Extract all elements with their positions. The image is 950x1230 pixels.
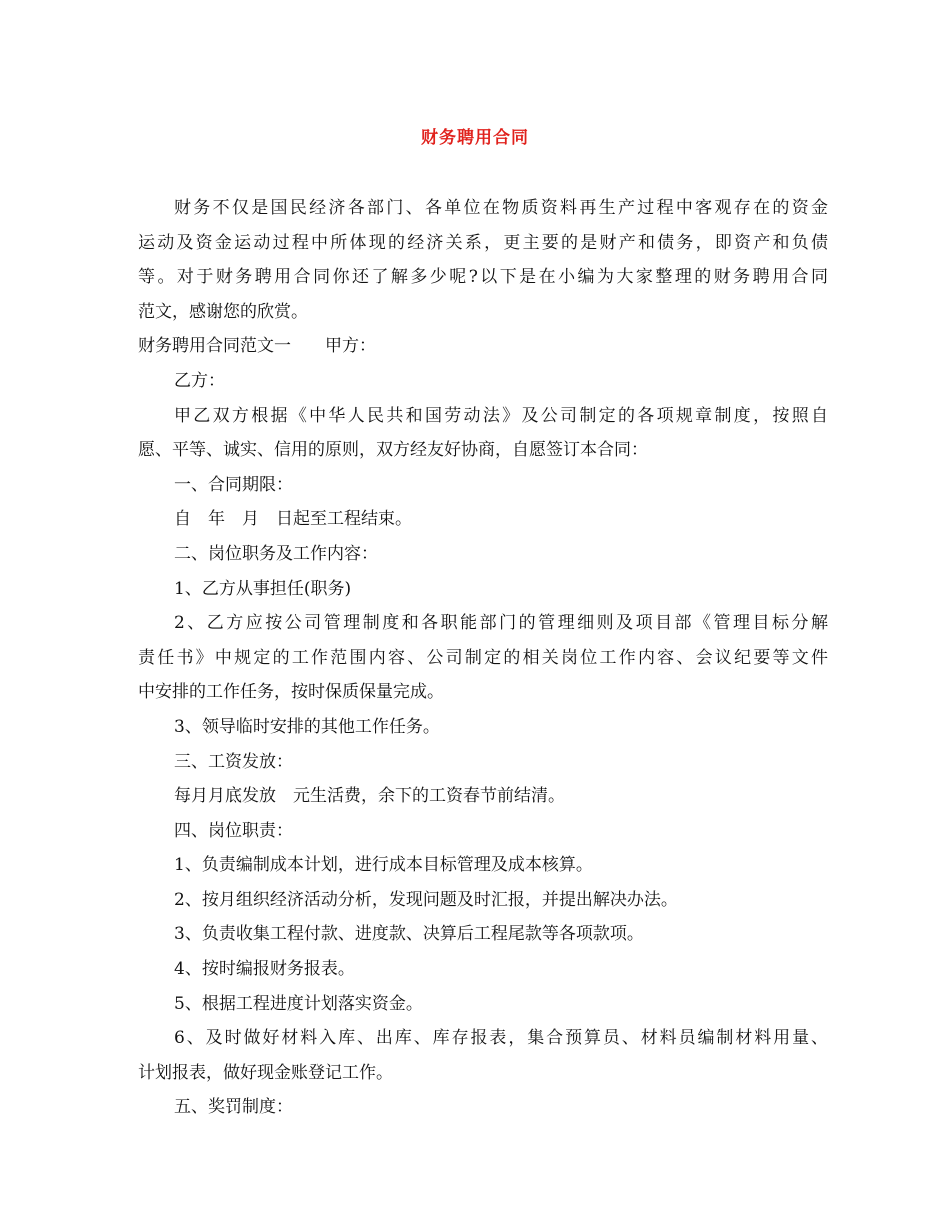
text-line: 自 年 月 日起至工程结束。 <box>174 509 412 530</box>
text-line: 财务聘用合同范文一 甲方： <box>138 336 376 357</box>
document-title: 财务聘用合同 <box>421 128 529 148</box>
text-line: 6、及时做好材料入库、出库、库存报表，集合预算员、材料员编制材料用量、 <box>174 1028 828 1049</box>
text-line: 2、乙方应按公司管理制度和各职能部门的管理细则及项目部《管理目标分解 <box>174 613 828 634</box>
text-line: 运动及资金运动过程中所体现的经济关系，更主要的是财产和债务，即资产和负债 <box>138 232 828 253</box>
text-line: 乙方： <box>174 370 225 391</box>
text-line: 4、按时编报财务报表。 <box>174 959 355 980</box>
text-line: 五、奖罚制度： <box>174 1097 293 1118</box>
text-line: 1、负责编制成本计划，进行成本目标管理及成本核算。 <box>174 855 593 876</box>
text-line: 中安排的工作任务，按时保质保量完成。 <box>138 682 444 703</box>
document-body <box>138 191 828 1125</box>
text-line: 三、工资发放： <box>174 751 293 772</box>
text-line: 一、合同期限： <box>174 474 293 495</box>
text-line: 二、岗位职务及工作内容： <box>174 543 378 564</box>
text-line: 1、乙方从事担任(职务) <box>174 578 352 599</box>
text-line: 财务不仅是国民经济各部门、各单位在物质资料再生产过程中客观存在的资金 <box>174 198 828 218</box>
text-line: 2、按月组织经济活动分析，发现问题及时汇报，并提出解决办法。 <box>174 889 678 910</box>
text-line: 3、负责收集工程付款、进度款、决算后工程尾款等各项款项。 <box>174 924 644 945</box>
text-line: 计划报表，做好现金账登记工作。 <box>138 1062 393 1083</box>
text-line: 每月月底发放 元生活费，余下的工资春节前结清。 <box>174 786 565 807</box>
text-line: 等。对于财务聘用合同你还了解多少呢?以下是在小编为大家整理的财务聘用合同 <box>138 267 828 288</box>
text-line: 范文，感谢您的欣赏。 <box>138 301 308 322</box>
text-line: 责任书》中规定的工作范围内容、公司制定的相关岗位工作内容、会议纪要等文件 <box>138 647 828 668</box>
text-line: 四、岗位职责： <box>174 820 293 841</box>
text-line: 5、根据工程进度计划落实资金。 <box>174 993 423 1014</box>
text-line: 愿、平等、诚实、信用的原则，双方经友好协商，自愿签订本合同： <box>138 440 648 461</box>
text-line: 3、领导临时安排的其他工作任务。 <box>174 716 440 737</box>
text-line: 甲乙双方根据《中华人民共和国劳动法》及公司制定的各项规章制度，按照自 <box>174 405 828 426</box>
